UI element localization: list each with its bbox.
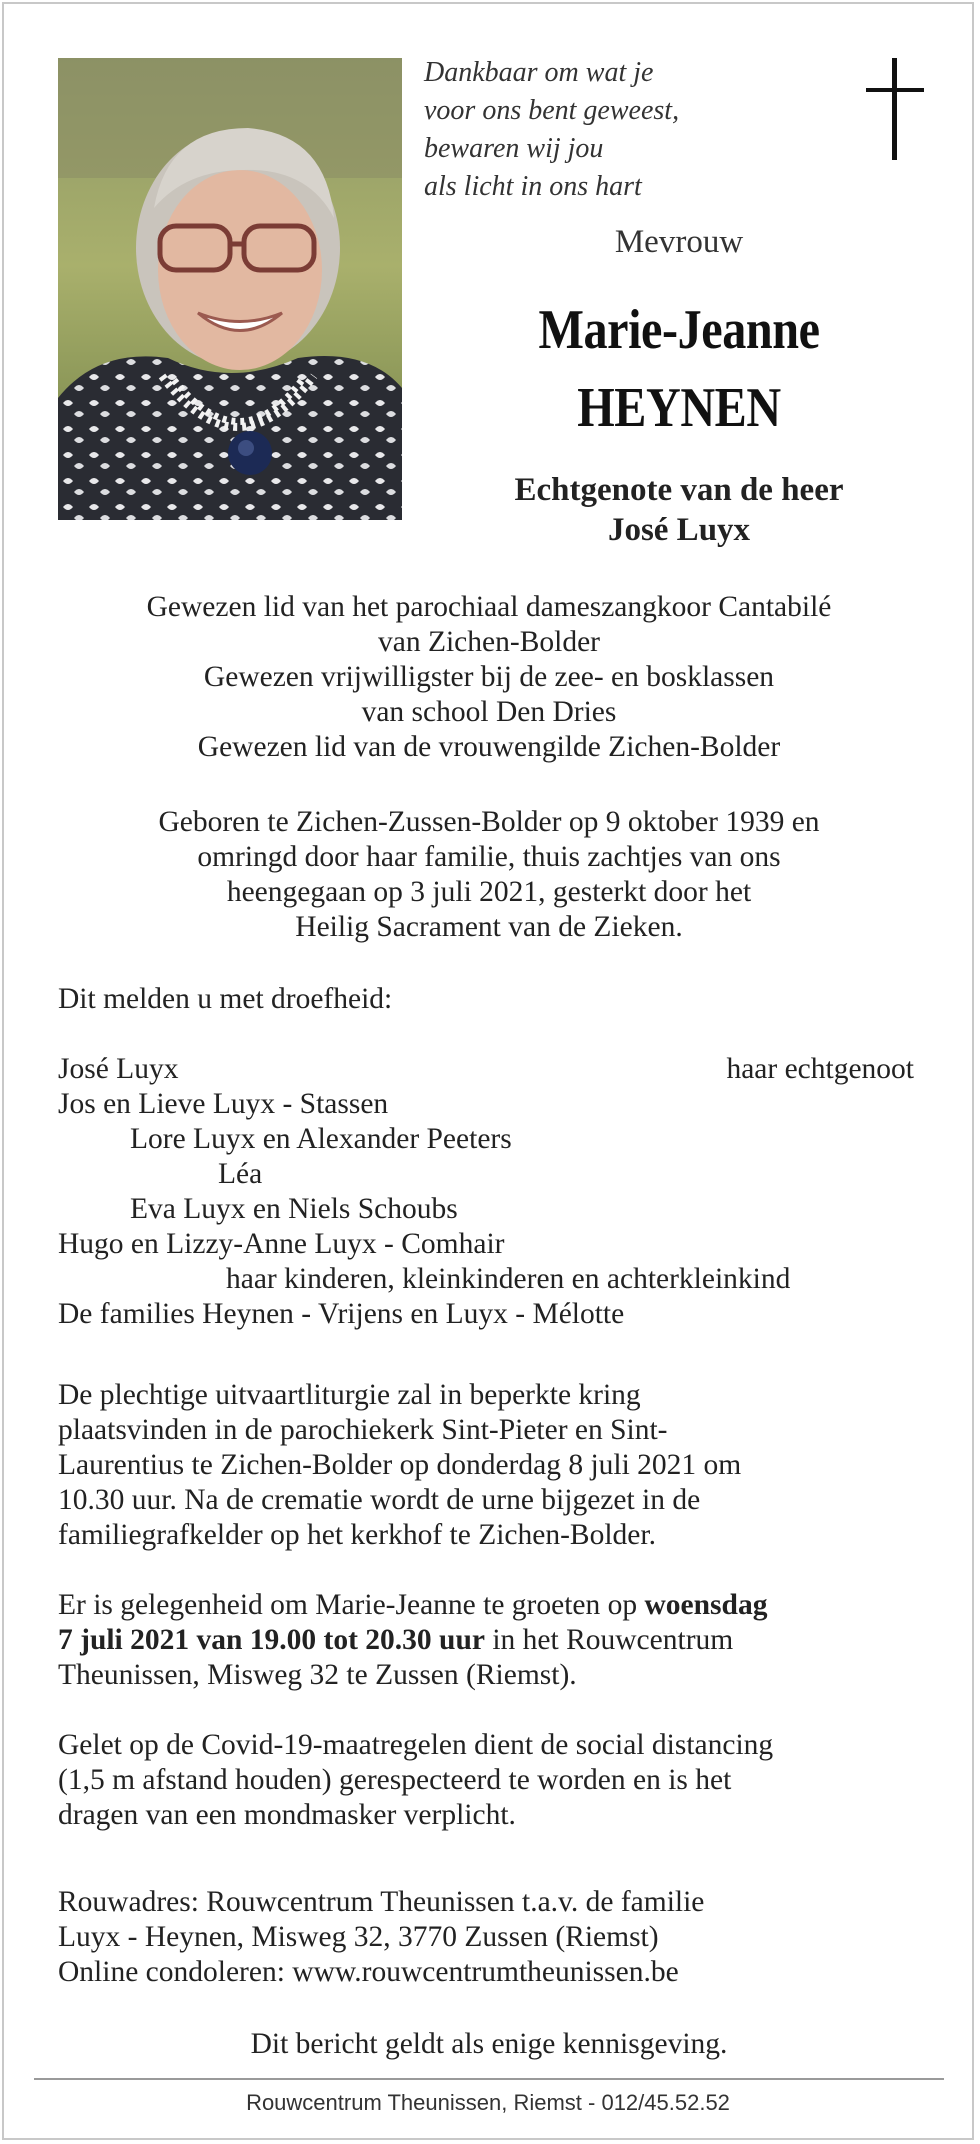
funeral-info [58,1378,920,1553]
visit-line: Theunissen, Misweg 32 te Zussen (Riemst). [58,1659,577,1691]
membership-line: Gewezen lid van de vrouwengilde Zichen-Bolder [197,731,781,763]
covid-info [58,1728,920,1833]
address-info [58,1885,920,1990]
condolence-line: Online condoleren: www.rouwcentrumtheunissen.be [58,1956,679,1988]
covid-line: dragen van een mondmasker verplicht. [58,1799,516,1831]
last-name: HEYNEN [577,377,781,439]
birth-line: Geboren te Zichen-Zussen-Bolder op 9 oktober 1939 en [158,806,820,838]
poem [424,54,784,206]
funeral-line: familiegrafkelder op het kerkhof te Zichen-Bolder. [58,1519,656,1551]
birth-death [58,805,920,945]
poem-line: voor ons bent geweest, [424,95,680,126]
family-row: Jos en Lieve Luyx - Stassen [58,1088,389,1120]
notice [58,2027,920,2062]
family-list [58,1052,920,1332]
membership-line: van school Den Dries [361,696,617,728]
covid-line: (1,5 m afstand houden) gerespecteerd te worden en is het [58,1764,732,1796]
announcement [58,982,920,1017]
announce-line: Dit melden u met droefheid: [58,983,393,1015]
spouse-role: haar echtgenoot [726,1053,914,1085]
family-row: De families Heynen - Vrijens en Luyx - Mélotte [58,1298,625,1330]
footer-divider [34,2078,944,2080]
birth-line: heengegaan op 3 juli 2021, gesterkt door het [226,876,752,908]
family-row: Hugo en Lizzy-Anne Luyx - Comhair [58,1228,505,1260]
visitation-info [58,1588,920,1693]
poem-line: bewaren wij jou [424,133,604,164]
portrait-photo [58,58,402,520]
footer-credit: Rouwcentrum Theunissen, Riemst - 012/45.52.52 [246,2090,730,2115]
family-role-row: haar kinderen, kleinkinderen en achterkleinkind [226,1263,791,1295]
notice-line: Dit bericht geldt als enige kennisgeving. [250,2028,728,2060]
birth-line: Heilig Sacrament van de Zieken. [295,911,683,943]
spouse-label: Echtgenote van de heer [514,472,844,508]
family-row: Léa [218,1158,263,1190]
funeral-line: De plechtige uitvaartliturgie zal in beperkte kring [58,1379,641,1411]
first-name: Marie-Jeanne [538,299,820,361]
honorific: Mevrouw [614,224,744,260]
birth-line: omringd door haar familie, thuis zachtjes van ons [197,841,781,873]
poem-line: als licht in ons hart [424,171,642,202]
spouse-entry: José Luyx [58,1053,179,1085]
visit-line: Er is gelegenheid om Marie-Jeanne te groeten op woensdag [58,1589,768,1621]
funeral-line: Laurentius te Zichen-Bolder op donderdag 8 juli 2021 om [58,1449,742,1481]
family-row: Eva Luyx en Niels Schoubs [130,1193,458,1225]
family-row-spouse [58,1052,920,1087]
membership-line: van Zichen-Bolder [378,626,600,658]
address-line: Rouwadres: Rouwcentrum Theunissen t.a.v. de familie [58,1886,705,1918]
funeral-line: 10.30 uur. Na de crematie wordt de urne bijgezet in de [58,1484,701,1516]
funeral-line: plaatsvinden in de parochiekerk Sint-Pieter en Sint- [58,1414,668,1446]
membership-line: Gewezen lid van het parochiaal dameszangkoor Cantabilé [146,591,832,623]
visit-line: 7 juli 2021 van 19.00 tot 20.30 uur in het Rouwcentrum [58,1624,734,1656]
membership-line: Gewezen vrijwilligster bij de zee- en bosklassen [203,661,775,693]
spouse-line [424,470,934,550]
cross-icon [866,58,924,160]
poem-line: Dankbaar om wat je [424,57,654,88]
family-row: Lore Luyx en Alexander Peeters [130,1123,512,1155]
spouse-name: José Luyx [607,512,751,548]
covid-line: Gelet op de Covid-19-maatregelen dient de social distancing [58,1729,774,1761]
memberships [58,590,920,765]
address-line: Luyx - Heynen, Misweg 32, 3770 Zussen (Riemst) [58,1921,659,1953]
